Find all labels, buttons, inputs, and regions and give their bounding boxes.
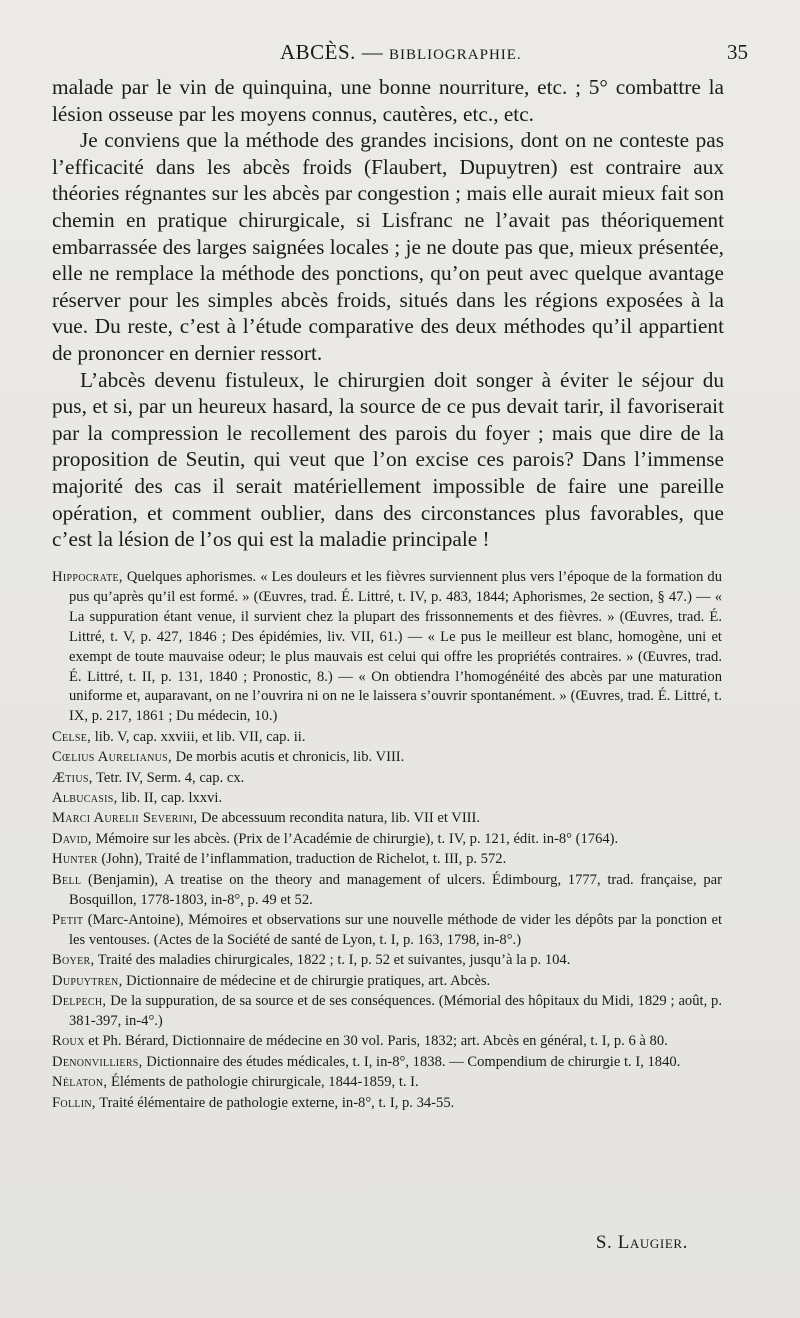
entry-author: Follin, (52, 1094, 96, 1111)
running-title-sub: BIBLIOGRAPHIE. (388, 47, 522, 63)
paragraph: L’abcès devenu fistuleux, le chirurgien doit songer à éviter le séjour du pus, et si, par un heureux hasard, la source de ce pus devait tarir, il favoriserait par la compression le recollement des parois du foyer ; mais que dire de la proposition de Seutin, qui veut que l’on excise ces parois? Dans l’immense majorité des cas il serait matériellement impossible de faire une pareille opération, et comment oublier, dans des circonstances plus favorables, que c’est la lésion de l’os qui est la maladie principale ! (52, 367, 724, 552)
bibliography-entry (52, 748, 722, 768)
entry-author: Petit (52, 911, 84, 928)
entry-author: Ætius, (52, 769, 93, 786)
entry-text: Dictionnaire des études médicales, t. I, in-8°, 1838. — Compendium de chirurgie t. I, 1840. (142, 1053, 681, 1070)
entry-author: Nélaton, (52, 1074, 108, 1091)
entry-text: Quelques aphorismes. « Les douleurs et les fièvres surviennent plus vers l’époque de la formation du pus qu’après qu’il est formé. » (Œuvres, trad. É. Littré, t. IV, p. 483, 1844; Aphorismes, 2e section, § 47.) — « La suppuration étant venue, il survient chez la plupart des frissonnements et des fièvres. » (Œuvres, trad. É. Littré, t. V, p. 427, 1846 ; Des épidémies, liv. VII, 61.) — « Le pus le meilleur est blanc, homogène, uni et exempt de toute mauvaise odeur; le plus mauvais est celui qui offre les propriétés contraires. » (Œuvres, trad. É. Littré, t. II, p. 131, 1840 ; Pronostic, 8.) — « On obtiendra l’homogénéité des abcès par une maturation uniforme et, auparavant, on ne l’ouvrira ni on ne le laissera s’ouvrir spontanément. » (Œuvres, trad. É. Littré, t. IX, p. 217, 1861 ; Du médecin, 10.) (69, 569, 722, 725)
bibliography-entry (52, 769, 722, 789)
bibliography-entry (52, 972, 722, 992)
paragraph: Je conviens que la méthode des grandes incisions, dont on ne conteste pas l’efficacité dans les abcès froids (Flaubert, Dupuytren) est contraire aux théories régnantes sur les abcès par congestion ; mais elle aurait mieux fait son chemin en pratique chirurgicale, si Lisfranc ne l’avait pas théoriquement embarrassée des larges saignées locales ; je ne doute pas que, mieux présentée, elle ne remplace la méthode des ponctions, qu’on peut avec quelque avantage réserver pour les simples abcès froids, situés dans les régions exposées à la vue. Du reste, c’est à l’étude comparative des deux méthodes qu’il appartient de prononcer en dernier ressort. (52, 128, 724, 365)
entry-author: Marci Aurelii Severini, (52, 810, 198, 827)
bibliography-entry (52, 809, 722, 829)
entry-author: Bell (52, 871, 82, 888)
entry-author: Boyer, (52, 952, 95, 969)
bibliography-entry (52, 1032, 722, 1052)
entry-text: Mémoire sur les abcès. (Prix de l’Académie de chirurgie), t. IV, p. 121, édit. in-8° (1764). (91, 830, 619, 847)
paragraph: malade par le vin de quinquina, une bonne nourriture, etc. ; 5° combattre la lésion osseuse par les moyens connus, cautères, etc., etc. (52, 75, 724, 126)
entry-text: Dictionnaire de médecine et de chirurgie pratiques, art. Abcès. (122, 972, 491, 989)
bibliography-entry (52, 850, 722, 870)
entry-text: De abcessuum recondita natura, lib. VII et VIII. (197, 810, 481, 827)
entry-author: Albucasis, (52, 789, 118, 806)
bibliography-entry (52, 789, 722, 809)
bibliography-entry (52, 911, 722, 951)
bibliography (52, 568, 722, 1114)
entry-author: Celse, (52, 728, 92, 745)
bibliography-entry (52, 728, 722, 748)
entry-author: Hippocrate, (52, 569, 123, 585)
entry-text: Éléments de pathologie chirurgicale, 1844-1859, t. I. (107, 1074, 419, 1091)
entry-text: Traité des maladies chirurgicales, 1822 ; t. I, p. 52 et suivantes, jusqu’à la p. 104. (94, 952, 571, 969)
running-title-main: ABCÈS. (280, 40, 356, 64)
bibliography-entry (52, 1053, 722, 1073)
running-title-dash: — (355, 40, 389, 64)
entry-text: Traité élémentaire de pathologie externe, in-8°, t. I, p. 34-55. (95, 1094, 455, 1111)
entry-text: Tetr. IV, Serm. 4, cap. cx. (92, 769, 245, 786)
entry-text: De morbis acutis et chronicis, lib. VIII. (171, 749, 405, 766)
entry-author: Hunter (52, 851, 98, 868)
bibliography-entry (52, 1073, 722, 1093)
entry-author: Dupuytren, (52, 972, 123, 989)
running-head (52, 40, 748, 68)
body-text (52, 74, 724, 553)
page-number: 35 (727, 40, 748, 64)
bibliography-entry (52, 1094, 722, 1114)
entry-author: Roux (52, 1033, 85, 1050)
entry-text: De la suppuration, de sa source et de ses conséquences. (Mémorial des hôpitaux du Midi, 1829 ; août, p. 381-397, in-4°.) (69, 993, 722, 1029)
bibliography-entry (52, 992, 722, 1032)
signature: S. Laugier. (595, 1232, 688, 1253)
entry-text: lib. II, cap. lxxvi. (117, 789, 223, 806)
entry-author: David, (52, 830, 92, 847)
entry-text: (John), Traité de l’inflammation, traduction de Richelot, t. III, p. 572. (97, 851, 507, 868)
entry-author: Cœlius Aurelianus, (52, 749, 172, 766)
entry-author: Delpech, (52, 993, 107, 1010)
entry-text: (Benjamin), A treatise on the theory and management of ulcers. Édimbourg, 1777, trad. française, par Bosquillon, 1778-1803, in-8°, p. 49 et 52. (69, 871, 722, 908)
entry-text: et Ph. Bérard, Dictionnaire de médecine en 30 vol. Paris, 1832; art. Abcès en général, t. I, p. 6 à 80. (84, 1033, 668, 1050)
running-title (280, 40, 522, 65)
bibliography-entry (52, 871, 722, 911)
entry-author: Denonvilliers, (52, 1053, 143, 1070)
entry-text: lib. V, cap. xxviii, et lib. VII, cap. ii. (91, 728, 306, 745)
bibliography-entry (52, 951, 722, 971)
bibliography-entry (52, 568, 722, 727)
bibliography-entry (52, 830, 722, 850)
entry-text: (Marc-Antoine), Mémoires et observations sur une nouvelle méthode de vider les dépôts par la ponction et les ventouses. (Actes de la Société de santé de Lyon, t. I, p. 163, 1798, in-8°.) (69, 911, 722, 948)
